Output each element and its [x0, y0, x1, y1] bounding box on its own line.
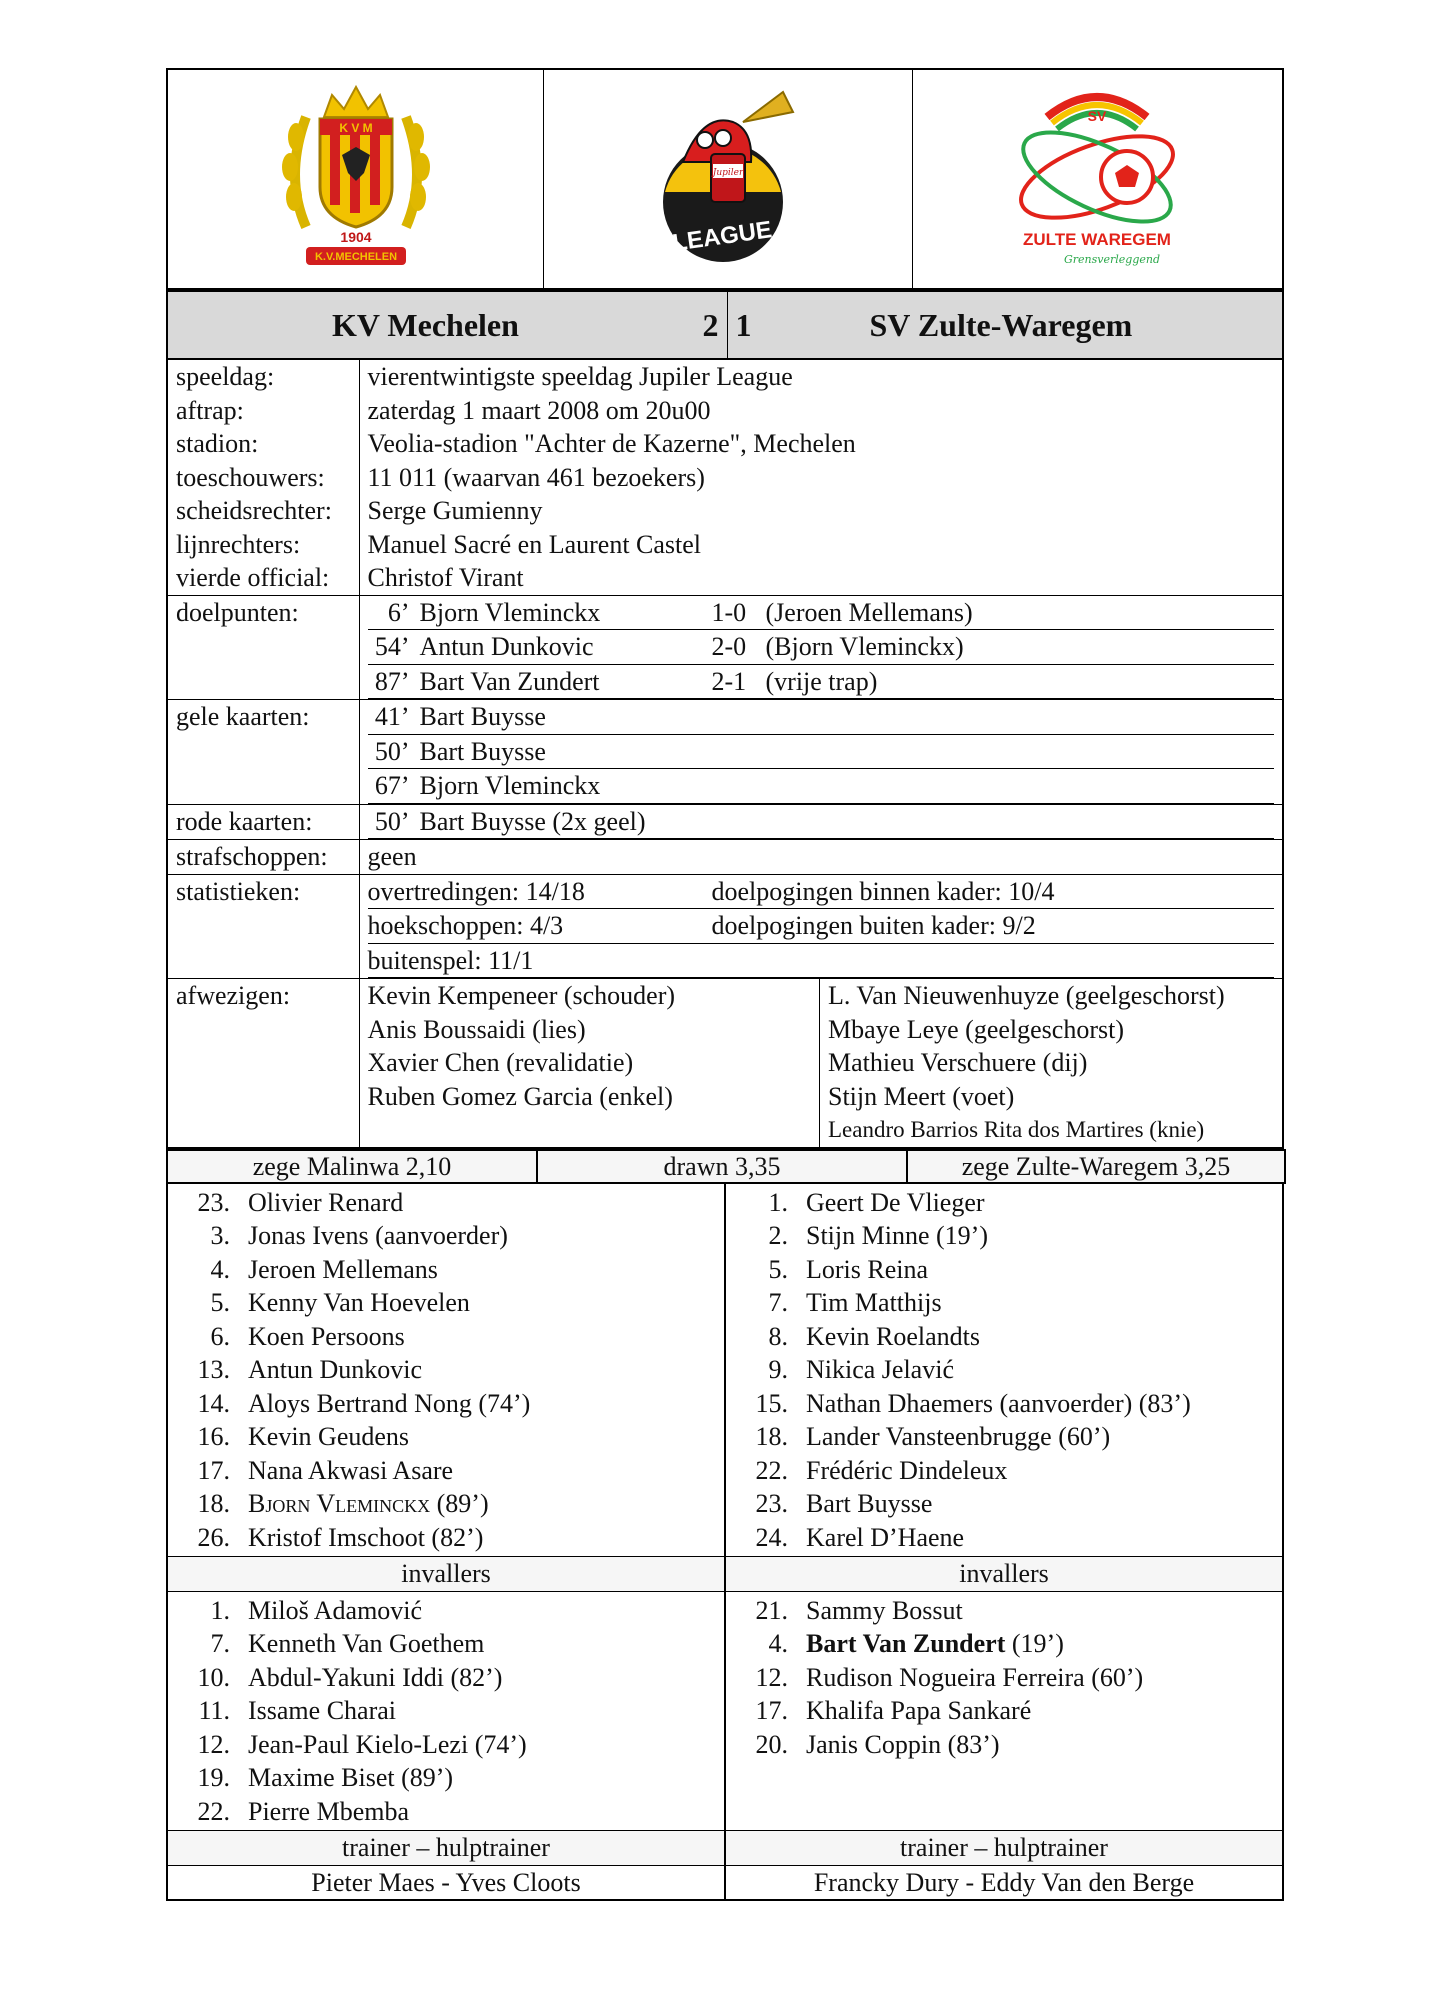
shirt-number: 7. — [210, 1629, 230, 1658]
yellow-player: Bjorn Vleminckx — [420, 769, 1275, 804]
yellow-cards-label: gele kaarten: — [167, 700, 359, 805]
sub-row — [734, 1594, 1274, 1628]
goal-score: 1-0 — [712, 596, 766, 630]
player-name: Jonas Ivens (aanvoerder) — [248, 1221, 508, 1250]
player-row — [734, 1487, 1274, 1521]
stat-hoekschoppen: hoekschoppen: 4/3 — [368, 909, 712, 944]
player-row — [176, 1320, 716, 1354]
sub-row — [176, 1795, 716, 1829]
player-name: Frédéric Dindeleux — [806, 1455, 1008, 1485]
shirt-number: 2. — [768, 1221, 788, 1250]
absent-label: afwezigen: — [167, 979, 359, 1148]
odds-table — [166, 1149, 1286, 1184]
toeschouwers-label: toeschouwers: — [167, 461, 359, 495]
shirt-number: 4. — [210, 1254, 230, 1284]
player-name: Bart Van Zundert — [806, 1629, 1006, 1658]
goal-minute: 54’ — [368, 630, 420, 665]
player-name: Stijn Minne (19’) — [806, 1221, 988, 1250]
home-trainer-header: trainer – hulptrainer — [167, 1831, 725, 1866]
crest-name-text: K.V.MECHELEN — [314, 250, 397, 263]
score-table — [166, 290, 1284, 360]
shirt-number: 4. — [768, 1629, 788, 1658]
goal-player: Antun Dunkovic — [420, 630, 712, 665]
goal-player: Bart Van Zundert — [420, 664, 712, 699]
info-table — [166, 360, 1284, 1149]
shirt-number: 21. — [755, 1595, 788, 1625]
league-logo-cell — [544, 69, 913, 289]
player-name: Geert De Vlieger — [806, 1187, 985, 1217]
sub-row — [176, 1627, 716, 1661]
player-row — [176, 1420, 716, 1454]
shirt-number: 5. — [210, 1288, 230, 1317]
goal-minute: 6’ — [368, 596, 420, 630]
player-row — [734, 1521, 1274, 1555]
player-name: Kenny Van Hoevelen — [248, 1288, 470, 1317]
away-subs-header: invallers — [725, 1557, 1283, 1592]
stats-label: statistieken: — [167, 874, 359, 979]
player-name: Bjorn Vleminckx (89’) — [248, 1489, 489, 1518]
sub-row — [734, 1661, 1274, 1695]
shirt-number: 14. — [197, 1388, 230, 1418]
player-name: Aloys Bertrand Nong (74’) — [248, 1388, 531, 1418]
shirt-number: 20. — [755, 1729, 788, 1759]
player-name: Loris Reina — [806, 1254, 929, 1284]
sub-row — [176, 1728, 716, 1762]
away-team-name: SV Zulte-Waregem — [869, 306, 1133, 343]
shirt-number: 1. — [768, 1187, 788, 1217]
red-cards-list — [359, 804, 1283, 840]
shirt-number: 24. — [755, 1522, 788, 1552]
player-row — [176, 1253, 716, 1287]
red-player: Bart Buysse (2x geel) — [420, 805, 1275, 839]
shirt-number: 15. — [755, 1388, 788, 1418]
player-row — [176, 1387, 716, 1421]
player-name: Koen Persoons — [248, 1321, 405, 1351]
goal-row — [368, 630, 1275, 665]
shirt-number: 18. — [197, 1489, 230, 1518]
goal-row — [368, 596, 1275, 630]
player-row — [734, 1454, 1274, 1488]
yellow-row — [368, 734, 1275, 769]
crest-year-text: 1904 — [340, 228, 372, 245]
red-cards-label: rode kaarten: — [167, 804, 359, 840]
shirt-number: 23. — [197, 1187, 230, 1217]
absent-home — [360, 979, 820, 1147]
penalties-value: geen — [359, 840, 1283, 875]
home-subs — [167, 1591, 725, 1831]
absent-away-item: Mbaye Leye (geelgeschorst) — [828, 1014, 1124, 1044]
player-name: Kevin Roelandts — [806, 1321, 981, 1351]
player-name: Janis Coppin (83’) — [806, 1729, 1000, 1759]
sub-row — [734, 1728, 1274, 1762]
player-name: Olivier Renard — [248, 1187, 404, 1217]
yellow-minute: 50’ — [368, 734, 420, 769]
speeldag-value: vierentwintigste speeldag Jupiler League — [367, 362, 793, 391]
shirt-number: 10. — [197, 1662, 230, 1692]
shirt-number: 8. — [768, 1321, 788, 1351]
shirt-number: 17. — [755, 1696, 788, 1725]
player-name: Kenneth Van Goethem — [248, 1629, 485, 1658]
sub-row — [176, 1594, 716, 1628]
player-row — [176, 1286, 716, 1320]
shirt-number: 11. — [198, 1696, 230, 1725]
home-score-cell — [167, 291, 727, 359]
shirt-number: 6. — [210, 1321, 230, 1351]
shirt-number: 12. — [755, 1662, 788, 1692]
yellow-player: Bart Buysse — [420, 700, 1275, 734]
scheidsrechter-value: Serge Gumienny — [367, 496, 543, 525]
aftrap-label: aftrap: — [167, 394, 359, 428]
player-row — [734, 1219, 1274, 1253]
shirt-number: 1. — [210, 1595, 230, 1625]
player-name: Khalifa Papa Sankaré — [806, 1696, 1032, 1725]
player-name: Miloš Adamović — [248, 1595, 423, 1625]
goal-note: (vrije trap) — [766, 664, 1275, 699]
absent-home-item: Ruben Gomez Garcia (enkel) — [367, 1081, 673, 1111]
home-team-name: KV Mechelen — [332, 306, 519, 343]
player-name: Lander Vansteenbrugge (60’) — [806, 1422, 1111, 1451]
player-name: Jean-Paul Kielo-Lezi (74’) — [248, 1729, 527, 1759]
penalties-label: strafschoppen: — [167, 840, 359, 875]
zulte-waregem-crest-icon — [997, 77, 1197, 277]
player-name: Abdul-Yakuni Iddi (82’) — [248, 1662, 503, 1692]
player-row — [176, 1219, 716, 1253]
speeldag-label: speeldag: — [167, 360, 359, 394]
home-subs-header: invallers — [167, 1557, 725, 1592]
sub-minute: (19’) — [1005, 1629, 1064, 1658]
player-name: Antun Dunkovic — [248, 1355, 423, 1384]
shirt-number: 18. — [755, 1422, 788, 1451]
match-report-sheet — [166, 68, 1284, 1901]
player-row — [734, 1253, 1274, 1287]
shirt-number: 3. — [210, 1221, 230, 1250]
home-trainer: Pieter Maes - Yves Cloots — [167, 1865, 725, 1900]
player-name: Pierre Mbemba — [248, 1796, 410, 1826]
yellow-row — [368, 769, 1275, 804]
lijnrechters-value: Manuel Sacré en Laurent Castel — [367, 529, 702, 559]
player-row — [176, 1487, 716, 1521]
vierde-official-value: Christof Virant — [359, 561, 1283, 595]
absent-away-item: Leandro Barrios Rita dos Martires (knie) — [828, 1117, 1205, 1142]
sub-row — [176, 1661, 716, 1695]
shirt-number: 26. — [197, 1522, 230, 1552]
player-row — [176, 1186, 716, 1220]
absent-home-item: Xavier Chen (revalidatie) — [367, 1048, 634, 1077]
aftrap-value: zaterdag 1 maart 2008 om 20u00 — [367, 395, 711, 425]
stats-list — [359, 874, 1283, 979]
goal-player: Bjorn Vleminckx — [420, 596, 712, 630]
zulte-waregem-text: ZULTE WAREGEM — [1023, 229, 1172, 249]
red-minute: 50’ — [368, 805, 420, 839]
player-name: Karel D’Haene — [806, 1522, 965, 1552]
goal-note: (Jeroen Mellemans) — [766, 596, 1275, 630]
goal-minute: 87’ — [368, 664, 420, 699]
shirt-number: 22. — [755, 1455, 788, 1485]
away-trainer: Francky Dury - Eddy Van den Berge — [813, 1867, 1195, 1897]
absent-away — [820, 979, 1283, 1147]
jupiler-text: Jupiler — [712, 167, 744, 178]
odds-draw: drawn 3,35 — [537, 1150, 907, 1183]
crest-kvm-text: K V M — [338, 120, 373, 135]
player-row — [176, 1521, 716, 1555]
stadion-label: stadion: — [167, 427, 359, 461]
player-name: Jeroen Mellemans — [248, 1254, 438, 1284]
absent-home-item: Anis Boussaidi (lies) — [367, 1014, 586, 1044]
sub-row — [176, 1761, 716, 1795]
shirt-number: 13. — [197, 1355, 230, 1384]
player-row — [734, 1420, 1274, 1454]
player-name: Kristof Imschoot (82’) — [248, 1522, 484, 1552]
red-row — [368, 805, 1275, 839]
shirt-number: 5. — [768, 1254, 788, 1284]
absent-home-item: Kevin Kempeneer (schouder) — [367, 981, 676, 1010]
goals-list — [359, 595, 1283, 700]
player-name: Rudison Nogueira Ferreira (60’) — [806, 1662, 1144, 1692]
player-name: Nikica Jelavić — [806, 1355, 954, 1384]
goal-row — [368, 664, 1275, 699]
kv-mechelen-crest-icon — [276, 77, 436, 277]
lijnrechters-label: lijnrechters: — [167, 528, 359, 562]
home-score: 2 — [702, 306, 719, 343]
stat-buitenspel: buitenspel: 11/1 — [368, 943, 712, 978]
yellow-row — [368, 700, 1275, 734]
home-logo-cell — [167, 69, 544, 289]
shirt-number: 17. — [197, 1455, 230, 1485]
away-subs — [725, 1591, 1283, 1831]
stat-binnen-kader: doelpogingen binnen kader: 10/4 — [712, 875, 1275, 909]
yellow-minute: 67’ — [368, 769, 420, 804]
shirt-number: 19. — [197, 1763, 230, 1792]
goal-score: 2-0 — [712, 630, 766, 665]
goal-note: (Bjorn Vleminckx) — [766, 630, 1275, 665]
header-table — [166, 68, 1284, 290]
player-name: Kevin Geudens — [248, 1422, 410, 1451]
player-row — [734, 1387, 1274, 1421]
stadion-value: Veolia-stadion "Achter de Kazerne", Mechelen — [367, 429, 856, 458]
player-row — [176, 1353, 716, 1387]
away-lineup — [725, 1184, 1283, 1557]
absent-away-item: Stijn Meert (voet) — [828, 1081, 1015, 1111]
stat-buiten-kader: doelpogingen buiten kader: 9/2 — [712, 909, 1275, 944]
shirt-number: 16. — [197, 1422, 230, 1451]
shirt-number: 23. — [755, 1489, 788, 1518]
player-name: Tim Matthijs — [806, 1288, 942, 1317]
player-name: Sammy Bossut — [806, 1595, 963, 1625]
player-name: Bart Buysse — [806, 1489, 933, 1518]
absent-list — [359, 979, 1283, 1148]
home-lineup — [167, 1184, 725, 1557]
yellow-minute: 41’ — [368, 700, 420, 734]
yellow-player: Bart Buysse — [420, 734, 1275, 769]
shirt-number: 12. — [197, 1729, 230, 1759]
scheidsrechter-label: scheidsrechter: — [167, 494, 359, 528]
goals-label: doelpunten: — [167, 595, 359, 700]
shirt-number: 9. — [768, 1355, 788, 1384]
shirt-number: 22. — [197, 1796, 230, 1826]
player-row — [734, 1186, 1274, 1220]
sub-row — [734, 1627, 1274, 1661]
away-score-cell — [727, 291, 1283, 359]
vierde-official-label: vierde official: — [167, 561, 359, 595]
odds-home: zege Malinwa 2,10 — [167, 1150, 537, 1183]
player-name: Maxime Biset (89’) — [248, 1763, 454, 1792]
player-name: Nana Akwasi Asare — [248, 1455, 454, 1485]
player-name: Nathan Dhaemers (aanvoerder) (83’) — [806, 1388, 1191, 1418]
toeschouwers-value: 11 011 (waarvan 461 bezoekers) — [367, 462, 705, 492]
goal-score: 2-1 — [712, 664, 766, 699]
lineup-table — [166, 1184, 1284, 1902]
away-trainer-header: trainer – hulptrainer — [725, 1831, 1283, 1866]
away-logo-cell — [912, 69, 1283, 289]
player-name: Issame Charai — [248, 1696, 397, 1725]
sub-row — [176, 1694, 716, 1728]
player-row — [176, 1454, 716, 1488]
sub-row — [734, 1694, 1274, 1728]
yellow-cards-list — [359, 700, 1283, 805]
absent-away-item: L. Van Nieuwenhuyze (geelgeschorst) — [828, 981, 1225, 1010]
player-row — [734, 1320, 1274, 1354]
player-row — [734, 1286, 1274, 1320]
league-text: LEAGUE — [670, 215, 774, 257]
absent-away-item: Mathieu Verschuere (dij) — [828, 1048, 1088, 1077]
shirt-number: 7. — [768, 1288, 788, 1317]
player-row — [734, 1353, 1274, 1387]
odds-away: zege Zulte-Waregem 3,25 — [907, 1150, 1285, 1183]
stat-overtredingen: overtredingen: 14/18 — [368, 875, 712, 909]
away-score: 1 — [735, 306, 752, 343]
sv-text: SV — [1088, 107, 1107, 124]
grensverleggend-text: Grensverleggend — [1064, 252, 1161, 266]
jupiler-league-logo-icon — [643, 82, 813, 272]
